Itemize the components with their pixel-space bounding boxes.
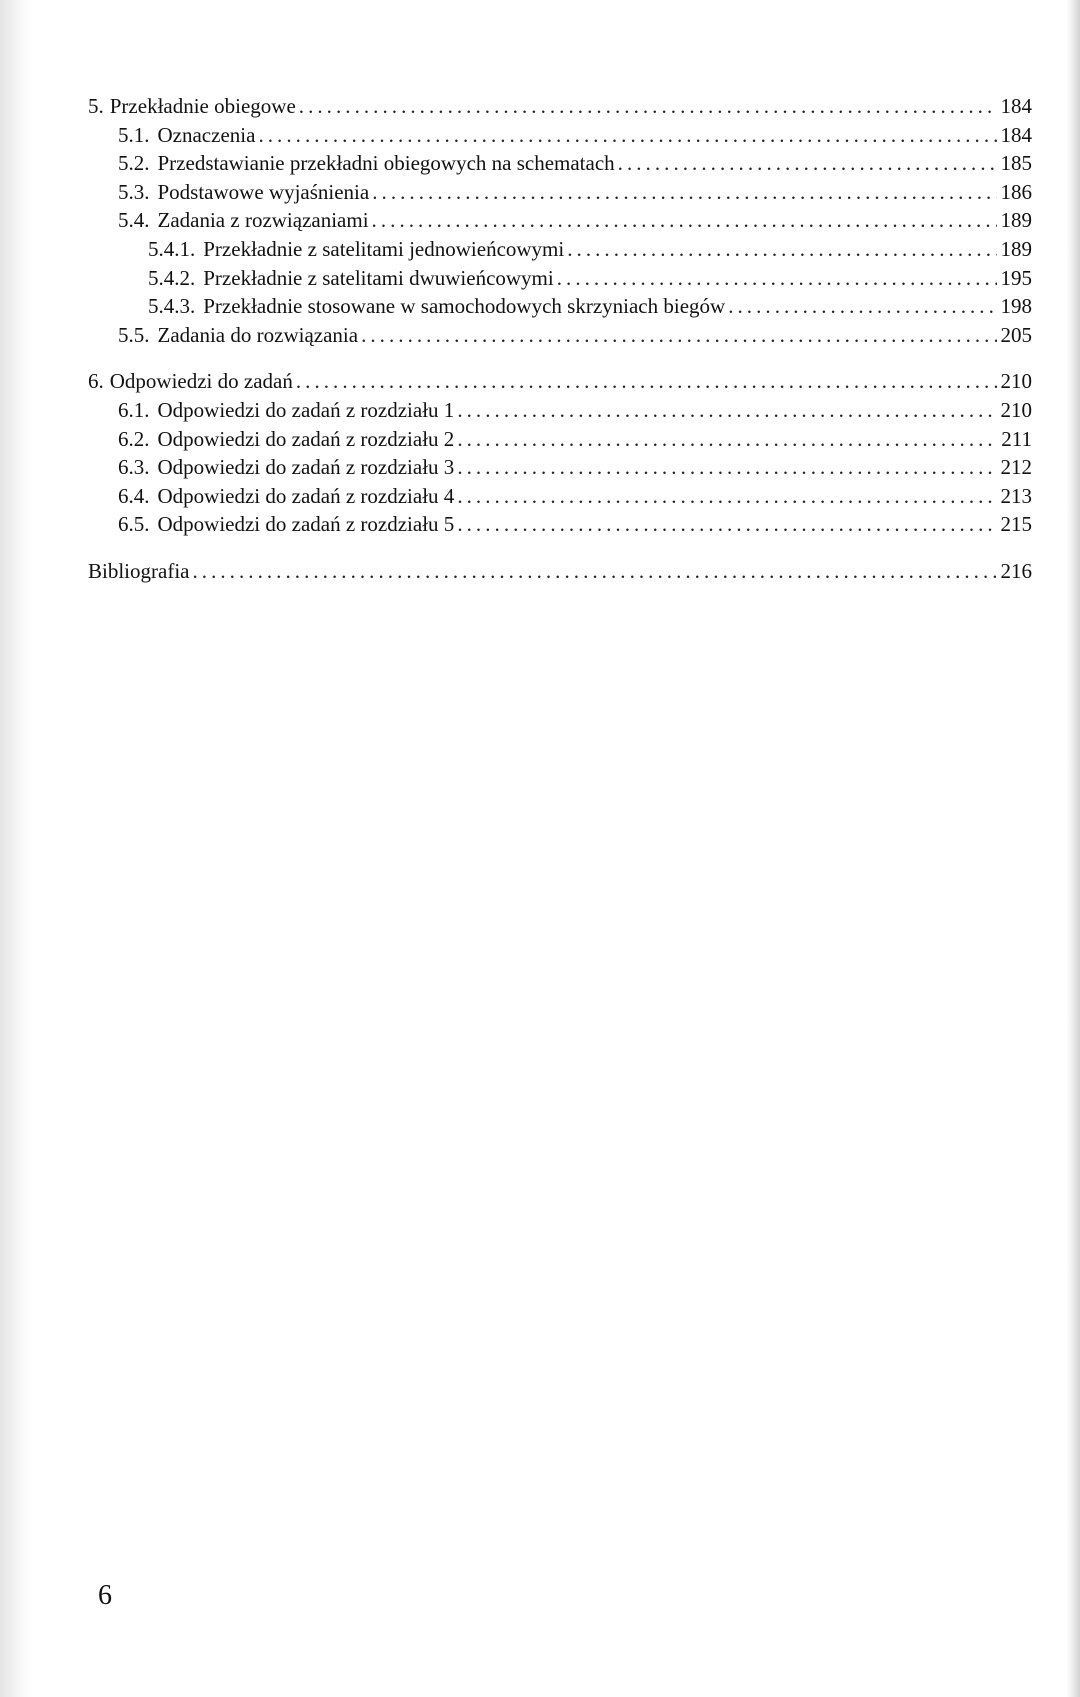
toc-entry-page: 213 <box>1000 483 1032 508</box>
toc-leader-dots <box>457 482 996 511</box>
toc-entry-page: 210 <box>1000 397 1032 422</box>
toc-entry-page: 186 <box>1000 179 1032 204</box>
toc-entry[interactable] <box>88 367 1032 396</box>
toc-entry-page: 184 <box>1000 122 1032 147</box>
scan-edge-right <box>1066 0 1080 1697</box>
toc-entry-number: 5. <box>88 94 104 118</box>
toc-leader-dots <box>457 510 996 539</box>
toc-leader-dots <box>457 396 996 425</box>
toc-entry-number: 6. <box>88 369 104 394</box>
toc-entry-number: 5.4.3. <box>148 294 196 319</box>
toc-entry-page: 198 <box>1000 294 1032 319</box>
toc-entry-title: Przekładnie z satelitami dwuwieńcowymi <box>203 265 554 290</box>
toc-entry-page: 210 <box>1000 369 1032 394</box>
toc-entry-number: 6.1. <box>118 397 150 422</box>
toc-entry-title: Przekładnie stosowane w samochodowych skrzyniach biegów <box>203 294 726 319</box>
toc-leader-dots <box>296 367 997 396</box>
toc-entry[interactable] <box>88 121 1032 150</box>
toc-entry-page: 205 <box>1000 322 1032 347</box>
toc-leader-dots <box>258 121 996 150</box>
toc-entry-title: Odpowiedzi do zadań z rozdziału 1 <box>157 397 455 422</box>
toc-entry-title: Bibliografia <box>88 558 190 583</box>
toc-entry-title: Odpowiedzi do zadań z rozdziału 3 <box>157 455 455 480</box>
toc-leader-dots <box>361 321 996 350</box>
toc-entry-title: Przekładnie z satelitami jednowieńcowymi <box>203 236 565 261</box>
toc-entry-title: Zadania z rozwiązaniami <box>157 208 369 233</box>
toc-entry-title: Podstawowe wyjaśnienia <box>157 179 370 204</box>
toc-entry-page: 195 <box>1000 265 1032 290</box>
toc-section-bibliography <box>88 557 1032 586</box>
toc-entry-page: 189 <box>1000 236 1032 261</box>
toc-section-chapter-5 <box>88 92 1032 349</box>
toc-entry-number: 5.4.1. <box>148 236 196 261</box>
toc-entry-title: Odpowiedzi do zadań z rozdziału 2 <box>157 426 455 451</box>
page-number: 6 <box>98 1580 112 1611</box>
toc-leader-dots <box>457 425 997 454</box>
toc-entry[interactable] <box>88 235 1032 264</box>
toc-leader-dots <box>299 92 997 121</box>
toc-leader-dots <box>372 178 996 207</box>
toc-entry[interactable] <box>88 206 1032 235</box>
toc-entry[interactable] <box>88 425 1032 454</box>
toc-entry-page: 185 <box>1000 151 1032 176</box>
toc-entry-number: 5.1. <box>118 122 150 147</box>
toc-leader-dots <box>192 557 996 586</box>
toc-entry-page: 184 <box>1000 94 1032 118</box>
toc-entry-title: Odpowiedzi do zadań <box>109 369 293 394</box>
toc-entry[interactable] <box>88 396 1032 425</box>
toc-entry-title: Oznaczenia <box>157 122 256 147</box>
table-of-contents <box>88 92 1032 586</box>
toc-entry-number: 6.2. <box>118 426 150 451</box>
toc-entry-page: 212 <box>1000 455 1032 480</box>
toc-entry-number: 5.5. <box>118 322 150 347</box>
toc-leader-dots <box>557 264 997 293</box>
toc-entry[interactable] <box>88 321 1032 350</box>
toc-entry-page: 215 <box>1000 512 1032 537</box>
toc-entry-number: 5.4. <box>118 208 150 233</box>
toc-entry-number: 5.4.2. <box>148 265 196 290</box>
toc-entry[interactable] <box>88 149 1032 178</box>
toc-entry-number: 6.5. <box>118 512 150 537</box>
toc-entry-title: Zadania do rozwiązania <box>157 322 359 347</box>
toc-leader-dots <box>457 453 996 482</box>
toc-entry-page: 211 <box>1001 426 1032 451</box>
toc-entry-page: 189 <box>1000 208 1032 233</box>
toc-entry[interactable] <box>88 264 1032 293</box>
toc-leader-dots <box>618 149 997 178</box>
toc-section-chapter-6 <box>88 367 1032 539</box>
toc-entry-title: Przekładnie obiegowe <box>109 94 296 118</box>
toc-entry-number: 6.3. <box>118 455 150 480</box>
scan-edge-left <box>0 0 34 1697</box>
toc-leader-dots <box>567 235 996 264</box>
toc-entry[interactable] <box>88 482 1032 511</box>
toc-entry-number: 5.2. <box>118 151 150 176</box>
toc-entry[interactable] <box>88 178 1032 207</box>
toc-entry[interactable] <box>88 453 1032 482</box>
toc-entry-title: Przedstawianie przekładni obiegowych na schematach <box>157 151 615 176</box>
toc-entry-page: 216 <box>1000 558 1032 583</box>
toc-entry[interactable] <box>88 92 1032 121</box>
toc-entry[interactable] <box>88 557 1032 586</box>
toc-entry-number: 6.4. <box>118 483 150 508</box>
toc-entry-title: Odpowiedzi do zadań z rozdziału 4 <box>157 483 455 508</box>
toc-entry[interactable] <box>88 510 1032 539</box>
toc-entry-title: Odpowiedzi do zadań z rozdziału 5 <box>157 512 455 537</box>
toc-entry[interactable] <box>88 292 1032 321</box>
toc-entry-number: 5.3. <box>118 179 150 204</box>
toc-leader-dots <box>728 292 996 321</box>
toc-leader-dots <box>372 206 997 235</box>
